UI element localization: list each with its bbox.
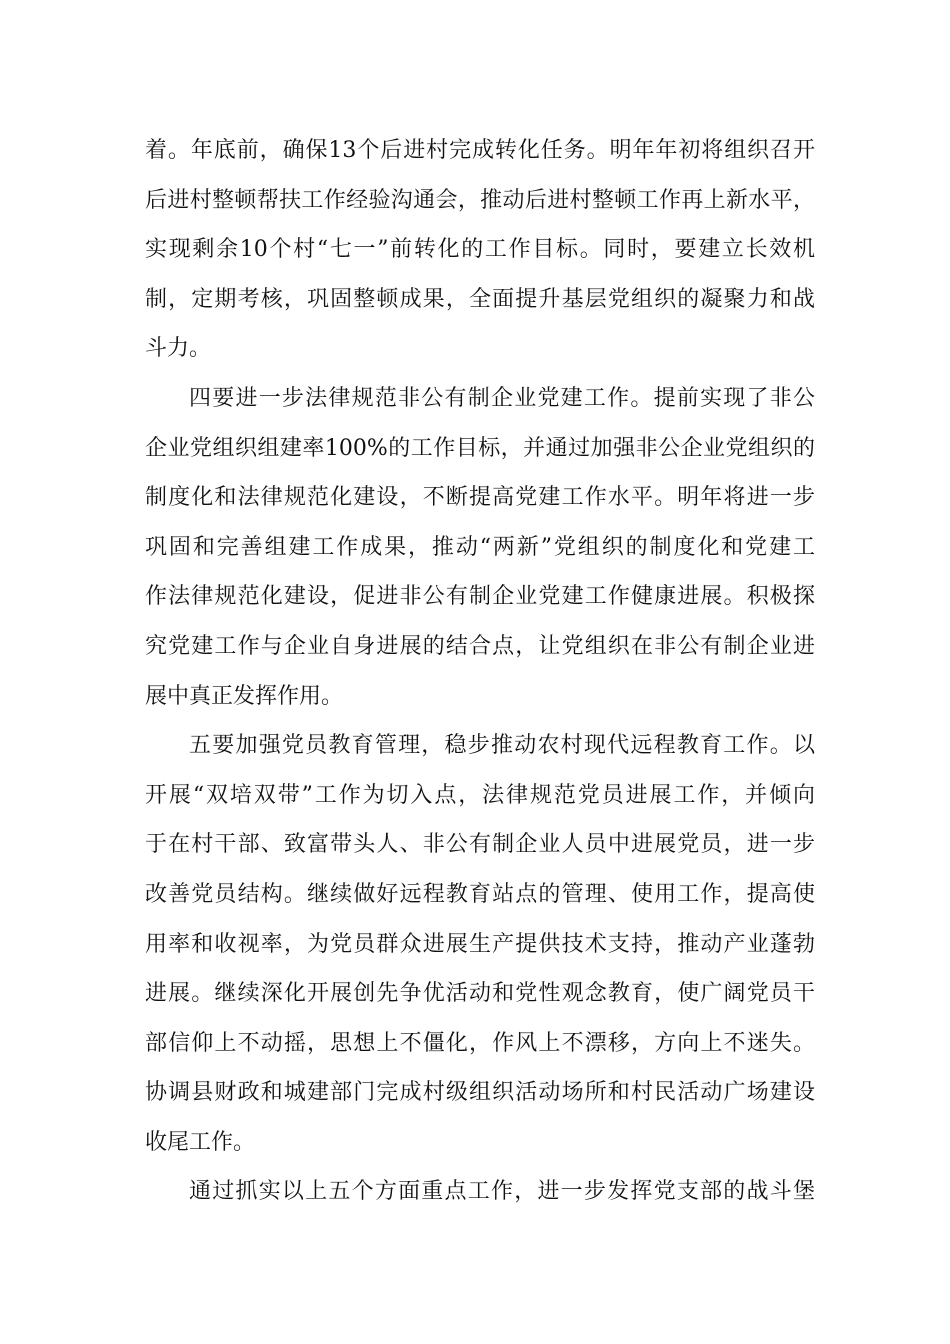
paragraph-2-line-2: 企业党组织组建率100%的工作目标，并通过加强非公企业党组织的 <box>145 435 815 461</box>
paragraph-4-line-1: 通过抓实以上五个方面重点工作，进一步发挥党支部的战斗堡 <box>189 1179 815 1205</box>
paragraph-3-line-8: 协调县财政和城建部门完成村级组织活动场所和村民活动广场建设 <box>145 1080 815 1106</box>
document-body <box>145 126 815 1217</box>
paragraph-3-line-3: 于在村干部、致富带头人、非公有制企业人员中进展党员，进一步 <box>145 832 815 858</box>
paragraph-1-line-5: 斗力。 <box>145 336 212 362</box>
paragraph-3-line-2: 开展“双培双带”工作为切入点，法律规范党员进展工作，并倾向 <box>145 782 815 808</box>
paragraph-3-line-7: 部信仰上不动摇，思想上不僵化，作风上不漂移，方向上不迷失。 <box>145 1030 815 1056</box>
paragraph-1-line-3: 实现剩余10个村“七一”前转化的工作目标。同时，要建立长效机 <box>145 237 815 263</box>
paragraph-2-line-5: 作法律规范化建设，促进非公有制企业党建工作健康进展。积极探 <box>145 584 815 610</box>
paragraph-1-line-2: 后进村整顿帮扶工作经验沟通会，推动后进村整顿工作再上新水平， <box>145 187 815 213</box>
paragraph-3-line-9: 收尾工作。 <box>145 1129 256 1155</box>
paragraph-2-line-1: 四要进一步法律规范非公有制企业党建工作。提前实现了非公 <box>189 385 815 411</box>
paragraph-2-line-6: 究党建工作与企业自身进展的结合点，让党组织在非公有制企业进 <box>145 633 815 659</box>
paragraph-2-line-7: 展中真正发挥作用。 <box>145 683 344 709</box>
paragraph-3-line-4: 改善党员结构。继续做好远程教育站点的管理、使用工作，提高使 <box>145 881 815 907</box>
paragraph-3-line-5: 用率和收视率，为党员群众进展生产提供技术支持，推动产业蓬勃 <box>145 931 815 957</box>
paragraph-3-line-1: 五要加强党员教育管理，稳步推动农村现代远程教育工作。以 <box>189 733 815 759</box>
paragraph-3-line-6: 进展。继续深化开展创先争优活动和党性观念教育，使广阔党员干 <box>145 981 815 1007</box>
paragraph-1-line-1: 着。年底前，确保13个后进村完成转化任务。明年年初将组织召开 <box>145 138 815 163</box>
paragraph-2-line-3: 制度化和法律规范化建设，不断提高党建工作水平。明年将进一步 <box>145 485 815 511</box>
paragraph-1-line-4: 制，定期考核，巩固整顿成果，全面提升基层党组织的凝聚力和战 <box>145 286 815 312</box>
paragraph-2-line-4: 巩固和完善组建工作成果，推动“两新”党组织的制度化和党建工 <box>145 534 815 560</box>
